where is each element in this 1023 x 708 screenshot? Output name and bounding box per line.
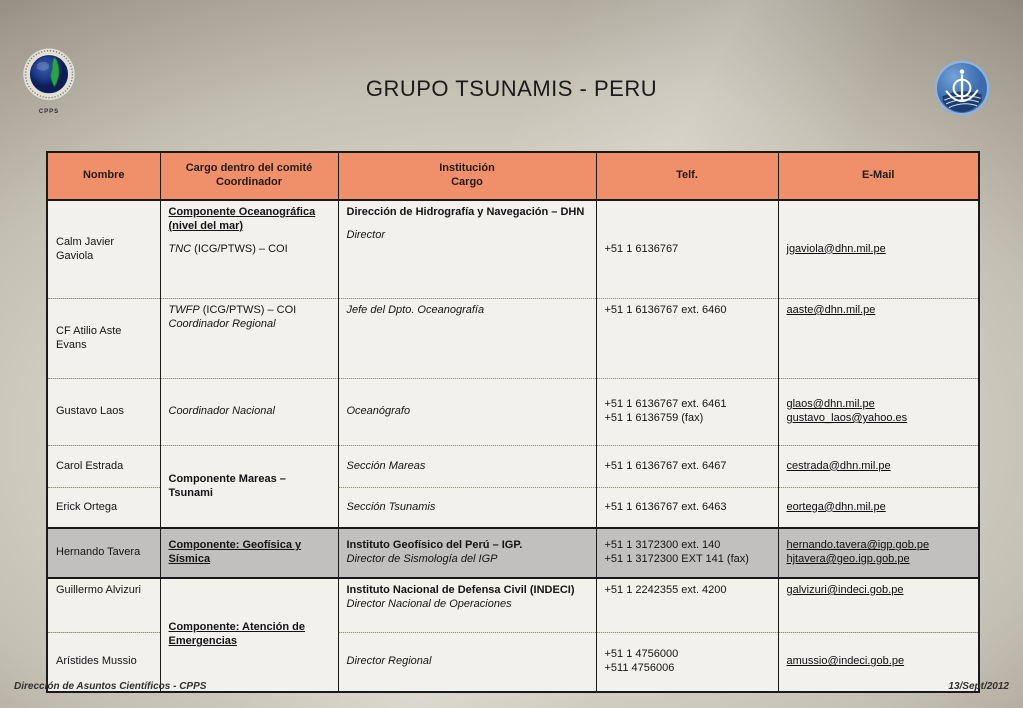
- cell-cargo: [160, 578, 338, 692]
- cell-cargo: [160, 528, 338, 578]
- component-heading: Componente Mareas – Tsunami: [168, 472, 286, 499]
- cell-email: [778, 299, 979, 379]
- email-link[interactable]: cestrada@dhn.mil.pe: [786, 459, 891, 472]
- cell-institucion: [338, 578, 596, 633]
- cell-telf: [596, 446, 778, 488]
- table-row-tavera: [47, 528, 979, 578]
- cell-name: [47, 528, 160, 578]
- header-label: E-Mail: [862, 169, 895, 182]
- institution-role: Sección Tsunamis: [346, 500, 436, 513]
- cargo-line: TWFP (ICG/PTWS) – COI: [168, 304, 297, 316]
- cell-email: [778, 528, 979, 578]
- person-name: Guillermo Alvizuri: [56, 584, 141, 596]
- component-heading: Componente Oceanográfica (nivel del mar): [168, 206, 316, 232]
- institution-role: Director Regional: [346, 655, 432, 668]
- cell-telf: [596, 578, 778, 633]
- cargo-line: TNC (ICG/PTWS) – COI: [168, 242, 288, 255]
- phone-number: +51 1 6136767 ext. 6460: [604, 304, 727, 316]
- institution-role: Director de Sismología del IGP: [346, 553, 498, 565]
- cell-telf: [596, 200, 778, 299]
- cell-institucion: [338, 446, 596, 488]
- header-label: Telf.: [676, 169, 698, 182]
- cell-name: [47, 200, 160, 299]
- email-link[interactable]: aaste@dhn.mil.pe: [786, 304, 876, 316]
- cell-name: [47, 446, 160, 488]
- institution-role: Oceanógrafo: [346, 405, 411, 418]
- cell-name: [47, 578, 160, 633]
- cell-email: [778, 200, 979, 299]
- cell-telf: [596, 528, 778, 578]
- person-name: Erick Ortega: [56, 500, 118, 513]
- cell-name: [47, 379, 160, 446]
- header-label: Institución: [439, 162, 495, 175]
- footer-date: 13/Sept/2012: [948, 681, 1009, 692]
- cell-email: [778, 578, 979, 633]
- phone-number: +51 1 6136767 ext. 6463: [604, 500, 727, 513]
- email-link[interactable]: eortega@dhn.mil.pe: [786, 500, 886, 513]
- ioc-logo: [934, 60, 990, 116]
- institution-name: Dirección de Hidrografía y Navegación – DHN: [346, 206, 585, 218]
- email-link[interactable]: amussio@indeci.gob.pe: [786, 655, 905, 668]
- cell-institucion: [338, 488, 596, 529]
- contacts-table: [46, 151, 980, 693]
- cell-telf: [596, 488, 778, 529]
- phone-number: +51 1 6136767: [604, 242, 679, 255]
- cell-institucion: [338, 299, 596, 379]
- col-header-telf: [596, 152, 778, 200]
- cell-institucion: [338, 528, 596, 578]
- cpps-caption: CPPS: [38, 109, 60, 115]
- phone-number: +51 1 6136767 ext. 6461: [604, 398, 727, 411]
- page-title: GRUPO TSUNAMIS - PERU: [365, 76, 658, 101]
- table-row-gaviola: [47, 200, 979, 299]
- person-name: CF Atilio Aste Evans: [56, 324, 122, 351]
- component-heading: Componente: Atención de Emergencias: [168, 621, 305, 647]
- component-heading: Componente: Geofísica y Sísmica: [168, 539, 302, 565]
- cell-telf: [596, 379, 778, 446]
- phone-number: +51 1 6136767 ext. 6467: [604, 459, 727, 472]
- institution-role: Jefe del Dpto. Oceanografía: [346, 304, 485, 316]
- header-label: Cargo dentro del comité: [185, 162, 313, 175]
- cell-name: [47, 488, 160, 529]
- cell-cargo: [160, 299, 338, 379]
- slide-footer: [14, 681, 1009, 692]
- email-link[interactable]: glaos@dhn.mil.pe: [786, 398, 875, 411]
- institution-role: Director: [346, 228, 386, 241]
- phone-number: +51 1 3172300 ext. 140: [604, 539, 721, 552]
- col-header-email: [778, 152, 979, 200]
- header-label: Coordinador: [216, 176, 282, 188]
- cargo-role: Coordinador Nacional: [168, 405, 275, 418]
- phone-number: +51 1 6136759 (fax): [604, 412, 704, 424]
- cargo-role: Coordinador Regional: [168, 317, 276, 330]
- table-row-alvizuri: [47, 578, 979, 633]
- col-header-nombre: [47, 152, 160, 200]
- cell-cargo: [160, 379, 338, 446]
- institution-name: Instituto Geofísico del Perú – IGP.: [346, 539, 523, 552]
- institution-role: Sección Mareas: [346, 459, 426, 472]
- header-row: [47, 152, 979, 200]
- col-header-institucion: [338, 152, 596, 200]
- email-link[interactable]: hernando.tavera@igp.gob.pe: [786, 539, 930, 552]
- person-name: Calm Javier Gaviola: [56, 235, 115, 262]
- ioc-emblem-icon: [934, 60, 990, 116]
- institution-role: Director Nacional de Operaciones: [346, 597, 512, 610]
- cell-name: [47, 299, 160, 379]
- email-link[interactable]: galvizuri@indeci.gob.pe: [786, 584, 904, 596]
- table-row-laos: [47, 379, 979, 446]
- cell-institucion: [338, 200, 596, 299]
- person-name: Arístides Mussio: [56, 655, 137, 668]
- cell-cargo: [160, 200, 338, 299]
- phone-number: +511 4756006: [604, 662, 675, 674]
- header-label: Cargo: [451, 176, 483, 188]
- email-link[interactable]: hjtavera@geo.igp.gob.pe: [786, 553, 910, 565]
- institution-name: Instituto Nacional de Defensa Civil (INDECI): [346, 584, 575, 596]
- cell-email: [778, 446, 979, 488]
- phone-number: +51 1 2242355 ext. 4200: [604, 584, 727, 596]
- footer-left: Dirección de Asuntos Científicos - CPPS: [14, 681, 207, 692]
- cell-cargo: [160, 446, 338, 529]
- header-label: Nombre: [82, 169, 125, 182]
- cell-email: [778, 488, 979, 529]
- cell-telf: [596, 299, 778, 379]
- phone-number: +51 1 4756000: [604, 648, 679, 661]
- cell-email: [778, 379, 979, 446]
- email-link[interactable]: gustavo_laos@yahoo.es: [786, 412, 908, 424]
- person-name: Gustavo Laos: [56, 405, 124, 418]
- col-header-cargo: [160, 152, 338, 200]
- cell-institucion: [338, 379, 596, 446]
- person-name: Hernando Tavera: [56, 546, 141, 559]
- phone-number: +51 1 3172300 EXT 141 (fax): [604, 553, 749, 565]
- table-row-estrada: [47, 446, 979, 488]
- person-name: Carol Estrada: [56, 459, 124, 472]
- table-row-aste: [47, 299, 979, 379]
- email-link[interactable]: jgaviola@dhn.mil.pe: [786, 242, 886, 255]
